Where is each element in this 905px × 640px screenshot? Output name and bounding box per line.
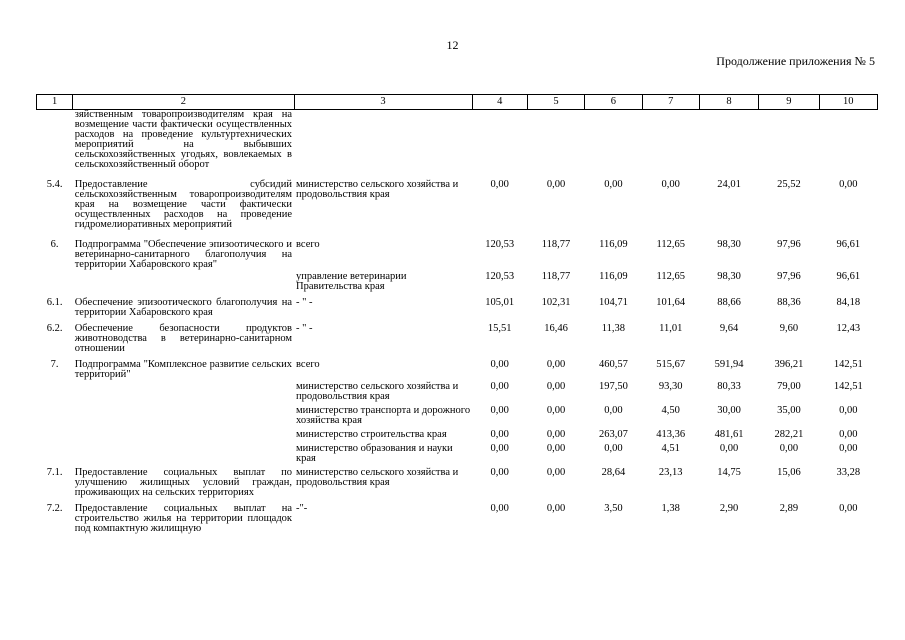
row-description: Предоставление субсидий сельскохозяйственным товаропроизводителям края на возмещение части фактически осуществленных расходов на проведение гидромелиоративных мероприятий	[74, 179, 293, 230]
column-header: 7	[642, 95, 699, 110]
row-value: 0,00	[490, 467, 509, 478]
row-description: Подпрограмма "Комплексное развитие сельских территорий"	[74, 359, 293, 380]
row-executor: министерство сельского хозяйства и продовольствия края	[296, 381, 459, 402]
column-header: 2	[73, 95, 294, 110]
row-value: 9,64	[719, 323, 739, 334]
row-value: 96,61	[836, 271, 861, 282]
row-description	[73, 406, 294, 426]
table-row	[37, 504, 878, 534]
row-value: 116,09	[599, 239, 628, 250]
row-value: 0,00	[546, 179, 566, 190]
row-value: 0,00	[546, 503, 566, 514]
row-executor: управление ветеринарии Правительства края	[296, 271, 407, 292]
table-row	[37, 444, 878, 464]
row-value: 118,77	[541, 271, 571, 282]
appendix-continuation-label: Продолжение приложения № 5	[716, 54, 875, 68]
row-value	[585, 110, 642, 171]
row-value: 16,46	[544, 323, 568, 334]
row-value: 515,67	[656, 359, 686, 370]
table-body	[37, 110, 878, 535]
row-number: 6.2.	[46, 323, 63, 334]
row-value: 142,51	[833, 381, 863, 392]
column-header: 5	[527, 95, 584, 110]
row-value: 0,00	[661, 179, 680, 190]
row-value: 0,00	[546, 429, 566, 440]
row-number: 7.	[50, 359, 59, 370]
row-value: 0,00	[719, 443, 739, 454]
row-value: 197,50	[598, 381, 628, 392]
row-value: 413,36	[656, 429, 686, 440]
row-value: 120,53	[485, 239, 515, 250]
row-value: 97,96	[777, 239, 801, 250]
row-description: Предоставление социальных выплат на строительство жилья на территории площадок под компактную жилищную	[74, 503, 293, 534]
row-value	[759, 110, 819, 171]
row-number	[37, 272, 73, 292]
row-value: 0,00	[839, 179, 858, 190]
row-value: 0,00	[839, 443, 858, 454]
row-value	[527, 110, 584, 171]
row-value: 0,00	[490, 179, 509, 190]
row-value: 80,33	[717, 381, 741, 392]
row-value: 88,36	[777, 297, 801, 308]
row-value: 591,94	[714, 359, 744, 370]
row-value: 263,07	[598, 429, 628, 440]
row-value: 0,00	[490, 405, 509, 416]
table-row	[37, 272, 878, 292]
row-description: зяйственным товаропроизводителям края на возмещение части фактически осуществленных расходов на проведение культуртехнических мероприятий на выбывших сельскохозяйственных угодьях, вовлекаемых в сельскохозяйственный оборот	[74, 109, 293, 170]
row-value: 481,61	[714, 429, 744, 440]
row-executor: министерство образования и науки края	[296, 443, 453, 464]
row-description: Обеспечение безопасности продуктов животноводства в ветеринарно-санитарном отношении	[74, 323, 293, 354]
row-value: 0,00	[490, 359, 509, 370]
row-value: 0,00	[604, 443, 623, 454]
table-row	[37, 180, 878, 230]
column-header: 9	[759, 95, 819, 110]
row-value: 118,77	[541, 239, 571, 250]
row-value: 96,61	[836, 239, 861, 250]
row-value: 142,51	[833, 359, 863, 370]
table-row	[37, 468, 878, 498]
row-description: Предоставление социальных выплат по улучшению жилищных условий граждан, проживающих на сельских территориях	[74, 467, 293, 498]
row-value: 120,53	[485, 271, 515, 282]
row-value: 28,64	[601, 467, 626, 478]
row-executor: министерство сельского хозяйства и продовольствия края	[296, 179, 459, 200]
row-number	[37, 430, 73, 440]
row-value: 0,00	[490, 503, 509, 514]
row-number: 6.	[50, 239, 59, 250]
row-value: 3,50	[604, 503, 623, 514]
row-value: 0,00	[839, 503, 858, 514]
row-executor	[294, 110, 472, 171]
row-value: 0,00	[604, 405, 623, 416]
table-row	[37, 324, 878, 354]
row-value: 0,00	[546, 467, 566, 478]
row-value: 0,00	[546, 381, 566, 392]
row-executor: министерство сельского хозяйства и продовольствия края	[296, 467, 459, 488]
row-value: 14,75	[717, 467, 741, 478]
row-value: 11,01	[659, 323, 683, 334]
row-value: 104,71	[598, 297, 628, 308]
row-executor: -"-	[296, 503, 308, 514]
row-value: 9,60	[779, 323, 799, 334]
row-number	[37, 406, 73, 426]
row-value: 4,51	[661, 443, 680, 454]
row-description: Подпрограмма "Обеспечение эпизоотического и ветеринарно-санитарного благополучия на территории Хабаровского края"	[74, 239, 293, 270]
column-header: 10	[819, 95, 877, 110]
row-value: 98,30	[717, 239, 741, 250]
row-value: 460,57	[598, 359, 628, 370]
row-value: 0,00	[490, 381, 509, 392]
row-value: 0,00	[546, 405, 566, 416]
row-value: 97,96	[777, 271, 801, 282]
row-number: 6.1.	[46, 297, 63, 308]
row-value: 0,00	[546, 443, 566, 454]
row-value: 23,13	[658, 467, 683, 478]
row-value: 0,00	[839, 429, 858, 440]
row-value: 4,50	[661, 405, 680, 416]
row-value: 2,90	[719, 503, 739, 514]
table-row	[37, 430, 878, 440]
table-row	[37, 298, 878, 318]
table-row	[37, 382, 878, 402]
row-value: 282,21	[774, 429, 804, 440]
row-value: 112,65	[656, 239, 685, 250]
row-number	[37, 382, 73, 402]
column-header: 1	[37, 95, 73, 110]
row-value: 1,38	[661, 503, 680, 514]
row-value	[819, 110, 877, 171]
row-value: 33,28	[836, 467, 861, 478]
page-number: 12	[446, 38, 459, 52]
row-executor: министерство строительства края	[296, 429, 447, 440]
row-value: 15,06	[777, 467, 801, 478]
row-value: 79,00	[777, 381, 801, 392]
row-value: 98,30	[717, 271, 741, 282]
row-description	[73, 272, 294, 292]
row-number	[37, 444, 73, 464]
row-description: Обеспечение эпизоотического благополучия на территории Хабаровского края	[74, 297, 293, 318]
budget-table	[36, 94, 878, 534]
row-value: 93,30	[658, 381, 683, 392]
row-value: 15,51	[487, 323, 512, 334]
row-value: 84,18	[836, 297, 861, 308]
row-description	[73, 382, 294, 402]
row-executor: всего	[296, 239, 320, 250]
row-description	[73, 444, 294, 464]
row-executor: - " -	[296, 323, 313, 334]
row-executor: министерство транспорта и дорожного хозяйства края	[296, 405, 471, 426]
column-header: 4	[472, 95, 527, 110]
table-row	[37, 406, 878, 426]
row-number: 7.2.	[46, 503, 63, 514]
column-number-row	[37, 95, 878, 110]
column-header: 6	[585, 95, 642, 110]
column-header: 3	[294, 95, 472, 110]
row-value: 116,09	[599, 271, 628, 282]
table-row	[37, 110, 878, 171]
row-description	[73, 430, 294, 440]
row-value: 25,52	[777, 179, 801, 190]
row-number: 7.1.	[46, 467, 63, 478]
row-value	[699, 110, 758, 171]
row-value: 35,00	[777, 405, 801, 416]
row-value: 12,43	[836, 323, 861, 334]
row-value: 24,01	[717, 179, 741, 190]
row-value: 2,89	[779, 503, 799, 514]
row-value: 101,64	[656, 297, 686, 308]
table-row	[37, 240, 878, 270]
row-number	[37, 110, 73, 171]
row-value: 0,00	[490, 443, 509, 454]
row-value: 11,38	[601, 323, 625, 334]
row-executor: - " -	[296, 297, 313, 308]
row-executor: всего	[296, 359, 320, 370]
row-value: 0,00	[490, 429, 509, 440]
row-value: 112,65	[656, 271, 685, 282]
column-header: 8	[699, 95, 758, 110]
row-number: 5.4.	[46, 179, 63, 190]
row-value: 0,00	[839, 405, 858, 416]
row-value: 0,00	[604, 179, 623, 190]
row-value	[642, 110, 699, 171]
table-row	[37, 360, 878, 380]
row-value: 30,00	[717, 405, 741, 416]
row-value: 396,21	[774, 359, 804, 370]
row-value	[472, 110, 527, 171]
row-value: 0,00	[546, 359, 566, 370]
row-value: 105,01	[485, 297, 515, 308]
row-value: 0,00	[779, 443, 799, 454]
row-value: 102,31	[541, 297, 571, 308]
row-value: 88,66	[717, 297, 741, 308]
